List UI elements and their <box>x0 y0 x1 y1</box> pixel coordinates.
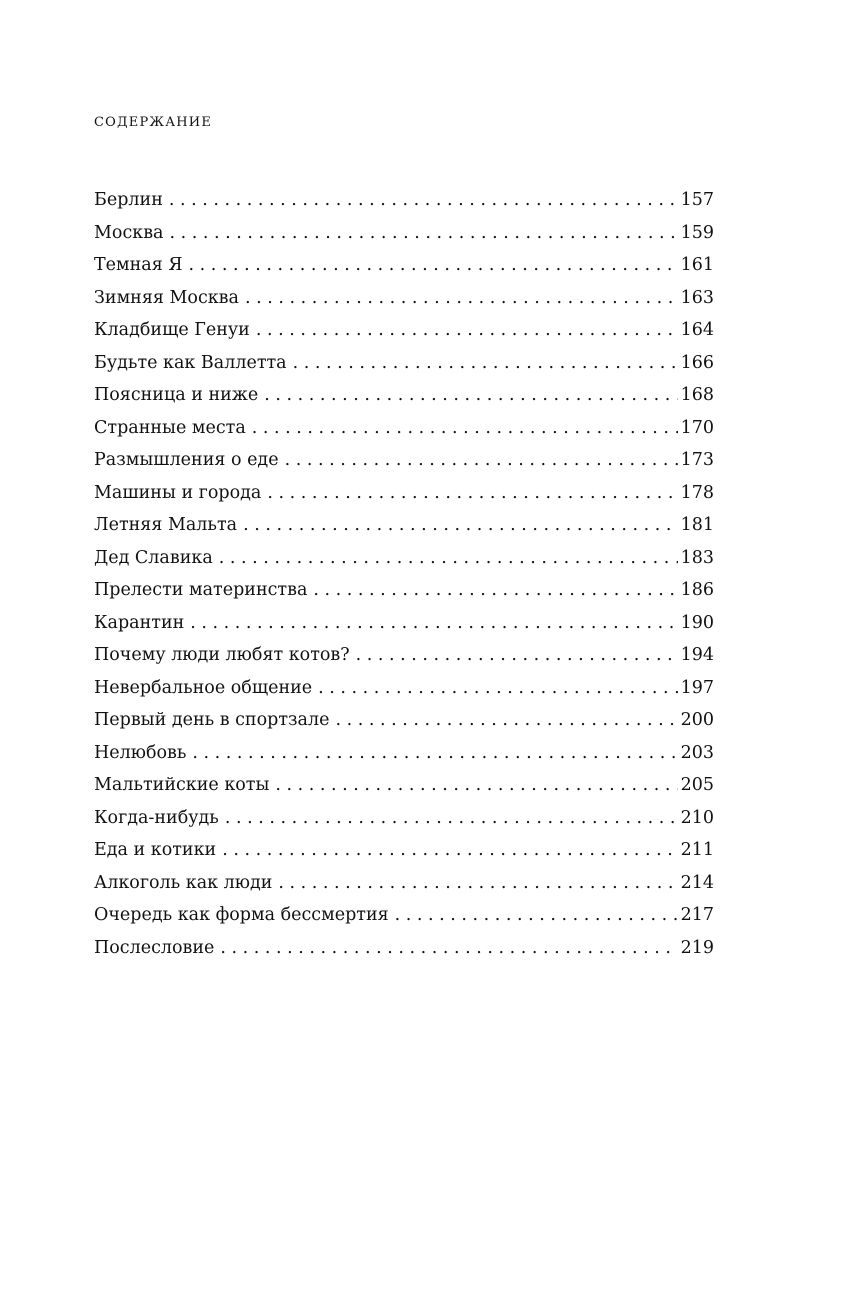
dot-leader <box>163 217 678 250</box>
toc-entry-page: 205 <box>680 775 714 795</box>
toc-entry-title: Темная Я <box>94 255 183 275</box>
dot-leader <box>219 802 678 835</box>
toc-entry <box>94 672 714 705</box>
toc-entry-title: Нелюбовь <box>94 742 187 763</box>
toc-entry-title: Очередь как форма бессмертия <box>94 905 389 925</box>
toc-entry <box>94 509 714 542</box>
toc-entry-title: Первый день в спортзале <box>94 710 330 730</box>
toc-entry-page: 178 <box>680 482 714 503</box>
dot-leader <box>350 639 678 672</box>
toc-entry-title: Берлин <box>94 190 163 210</box>
toc-entry-title: Машины и города <box>94 482 262 503</box>
toc-entry-page: 197 <box>680 677 714 698</box>
toc-entry-page: 203 <box>680 742 714 763</box>
toc-entry-title: Почему люди любят котов? <box>94 645 350 665</box>
toc-entry-page: 161 <box>680 255 714 275</box>
toc-entry-page: 194 <box>680 645 714 665</box>
toc-entry <box>94 282 714 315</box>
toc-entry-page: 214 <box>680 872 714 893</box>
toc-entry-page: 183 <box>680 547 714 568</box>
dot-leader <box>184 607 678 640</box>
toc-entry <box>94 574 714 607</box>
dot-leader <box>213 542 678 575</box>
toc-entry-title: Послесловие <box>94 937 215 958</box>
toc-entry-page: 168 <box>680 385 714 405</box>
toc-entry-page: 159 <box>680 222 714 243</box>
dot-leader <box>389 899 678 932</box>
dot-leader <box>269 769 678 802</box>
toc-entry-title: Размышления о еде <box>94 450 279 470</box>
toc-entry-title: Прелести материнства <box>94 580 308 600</box>
toc-entry-page: 210 <box>680 807 714 828</box>
toc-entry <box>94 347 714 380</box>
toc-entry <box>94 639 714 672</box>
toc-entry <box>94 477 714 510</box>
toc-entry <box>94 867 714 900</box>
dot-leader <box>287 347 678 380</box>
toc-entry-page: 181 <box>680 515 714 535</box>
dot-leader <box>261 477 678 510</box>
toc-entry <box>94 704 714 737</box>
toc-entry-page: 190 <box>680 612 714 633</box>
toc-entry-page: 164 <box>680 320 714 340</box>
toc-entry <box>94 899 714 932</box>
toc-entry-title: Будьте как Валлетта <box>94 352 287 373</box>
dot-leader <box>237 509 678 542</box>
toc-entry <box>94 802 714 835</box>
dot-leader <box>216 834 678 867</box>
table-of-contents <box>94 184 714 964</box>
toc-entry-title: Дед Славика <box>94 547 213 568</box>
toc-entry-title: Карантин <box>94 612 185 633</box>
dot-leader <box>272 867 678 900</box>
toc-entry <box>94 379 714 412</box>
toc-entry-page: 173 <box>680 450 714 470</box>
toc-entry-title: Зимняя Москва <box>94 287 239 308</box>
dot-leader <box>312 672 678 705</box>
toc-entry-page: 200 <box>680 710 714 730</box>
toc-entry <box>94 249 714 282</box>
toc-entry-title: Мальтийские коты <box>94 775 270 795</box>
toc-entry-page: 219 <box>680 937 714 958</box>
dot-leader <box>182 249 678 282</box>
toc-entry <box>94 932 714 965</box>
toc-entry <box>94 217 714 250</box>
toc-entry <box>94 737 714 770</box>
running-head: СОДЕРЖАНИЕ <box>94 115 213 130</box>
dot-leader <box>163 184 678 217</box>
dot-leader <box>250 314 678 347</box>
toc-entry-page: 211 <box>680 840 714 860</box>
toc-entry-page: 163 <box>680 287 714 308</box>
dot-leader <box>239 282 678 315</box>
toc-entry <box>94 607 714 640</box>
toc-entry-title: Еда и котики <box>94 840 217 860</box>
toc-entry-title: Кладбище Генуи <box>94 320 250 340</box>
toc-entry <box>94 769 714 802</box>
toc-entry-title: Странные места <box>94 417 246 438</box>
dot-leader <box>258 379 678 412</box>
toc-entry-page: 157 <box>680 190 714 210</box>
dot-leader <box>279 444 678 477</box>
dot-leader <box>186 737 678 770</box>
dot-leader <box>329 704 678 737</box>
toc-entry-title: Когда-нибудь <box>94 807 219 828</box>
dot-leader <box>307 574 678 607</box>
toc-entry-title: Москва <box>94 222 164 243</box>
toc-entry-title: Летняя Мальта <box>94 515 238 535</box>
toc-entry <box>94 444 714 477</box>
toc-entry-title: Поясница и ниже <box>94 385 259 405</box>
toc-entry <box>94 314 714 347</box>
toc-entry <box>94 542 714 575</box>
toc-entry-title: Алкоголь как люди <box>94 872 273 893</box>
dot-leader <box>246 412 678 445</box>
toc-entry-title: Невербальное общение <box>94 677 313 698</box>
toc-entry-page: 186 <box>680 580 714 600</box>
toc-entry <box>94 412 714 445</box>
toc-entry <box>94 184 714 217</box>
toc-entry-page: 166 <box>680 352 714 373</box>
dot-leader <box>214 932 678 965</box>
toc-entry-page: 170 <box>680 417 714 438</box>
toc-entry <box>94 834 714 867</box>
toc-entry-page: 217 <box>680 905 714 925</box>
